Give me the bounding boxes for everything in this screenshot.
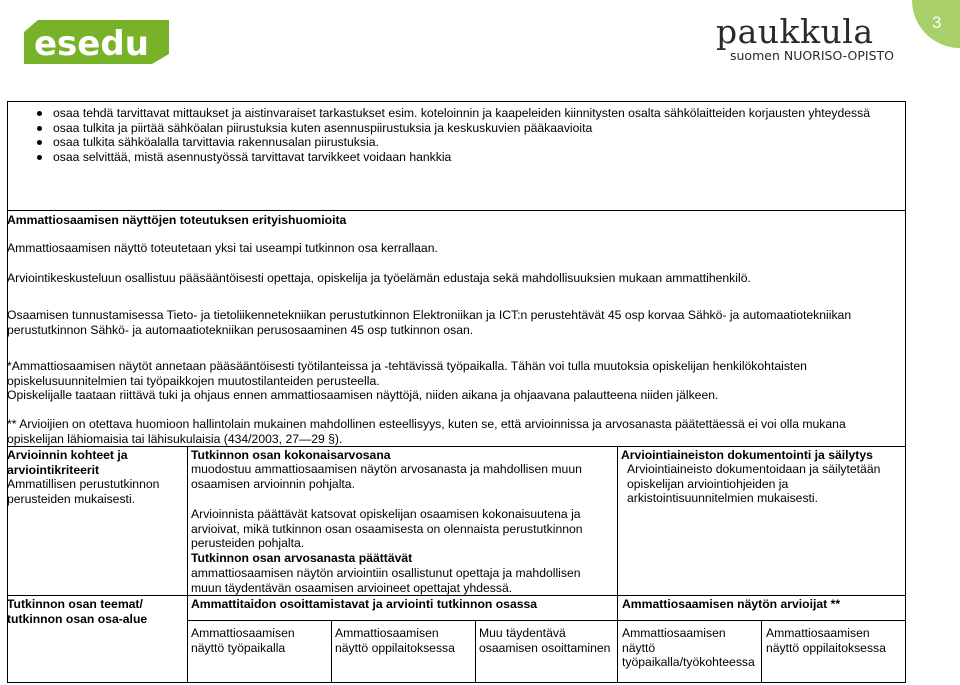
- requirements-list: [7, 106, 887, 164]
- themes-title: Tutkinnon osan teemat/ tutkinnon osan osa-alue: [7, 597, 148, 626]
- paukkula-logo: [716, 14, 896, 66]
- subheader-workplace: Ammattiosaamisen näyttö työpaikalla: [191, 626, 295, 655]
- notes-heading: Ammattiosaamisen näyttöjen toteutuksen erityishuomioita: [7, 213, 347, 227]
- column-divider: [475, 620, 476, 683]
- assessors-title: Ammattiosaamisen näytön arvioijat **: [622, 597, 841, 611]
- demonstration-methods-title: Ammattitaidon osoittamistavat ja arviointi tutkinnon osassa: [191, 597, 538, 611]
- notes-paragraph: Ammattiosaamisen näyttö toteutetaan yksi tai useampi tutkinnon osa kerrallaan.: [7, 241, 438, 255]
- esedu-logo: [24, 12, 169, 64]
- overall-grade-title: Tutkinnon osan kokonaisarvosana: [191, 448, 391, 462]
- list-item: osaa tulkita sähköalalla tarvittavia rakennusalan piirustuksia.: [7, 135, 887, 150]
- table-divider: [7, 210, 906, 211]
- page-number: 3: [932, 13, 942, 32]
- assessment-criteria-title: Arvioinnin kohteet ja arviointikriteerit: [7, 448, 128, 477]
- notes-paragraph: Osaamisen tunnustamisessa Tieto- ja tietoliikennetekniikan perustutkinnon Elektroniikan ja ICT:n perustehtävät 45 osp korvaa Sähkö- ja automaatiotekniikan perustutkinnon Sähkö- ja automaatiotekniikan perusosaaminen 45 osp tutkinnon osan.: [7, 308, 852, 337]
- notes-paragraph: Opiskelijalle taataan riittävä tuki ja ohjaus ennen ammattiosaamisen näyttöjä, niiden aikana ja ohjaavana palautteena niiden jälkeen.: [7, 388, 719, 402]
- svg-text:esedu: esedu: [34, 24, 149, 64]
- overall-grade-body: muodostuu ammattiosaamisen näytön arvosanasta ja mahdollisen muun osaamisen arvioinnin pohjalta.: [191, 462, 582, 491]
- documentation-body: Arviointiaineisto dokumentoidaan ja säilytetään opiskelijan arviointiohjeiden ja arkistointisuunnitelmien mukaisesti.: [627, 462, 881, 505]
- table-divider: [187, 620, 906, 621]
- page-number-badge: [912, 0, 960, 48]
- table-divider: [7, 446, 906, 447]
- list-item: osaa selvittää, mistä asennustyössä tarvittavat tarvikkeet voidaan hankkia: [7, 150, 887, 165]
- list-item: osaa tehdä tarvittavat mittaukset ja aistinvaraiset tarkastukset esim. koteloinnin ja kaapeleiden kiinnitysten osalta sähkölaitteiden korjausten yhteydessä: [7, 106, 887, 121]
- column-divider: [187, 446, 188, 683]
- subheader-assessor-workplace: Ammattiosaamisen näyttö työpaikalla/työkohteessa: [622, 626, 755, 669]
- column-divider: [617, 446, 618, 683]
- grade-deciders-title: Tutkinnon osan arvosanasta päättävät: [191, 551, 413, 565]
- subheader-assessor-school: Ammattiosaamisen näyttö oppilaitoksessa: [766, 626, 886, 655]
- column-divider: [761, 620, 762, 683]
- paukkula-wordmark: paukkula: [716, 12, 874, 51]
- column-divider: [331, 620, 332, 683]
- subheader-supplementary: Muu täydentävä osaamisen osoittaminen: [479, 626, 611, 655]
- assessment-criteria-body: Ammatillisen perustutkinnon perusteiden mukaisesti.: [7, 477, 160, 506]
- notes-paragraph: *Ammattiosaamisen näytöt annetaan pääsääntöisesti työtilanteissa ja -tehtävissä työpaikalla. Tähän voi tulla muutoksia opiskelijan henkilökohtaisten opiskelusuunnitelmien tai työpaikkojen muutostilanteiden perusteella.: [7, 359, 807, 388]
- notes-paragraph: ** Arvioijien on otettava huomioon hallintolain mukainen mahdollinen esteellisyys, kuten se, että arvioinnissa ja arvosanasta päätettäessä ei voi olla mukana opiskelijan lähiomaisia tai lähisukulaisia (434/2003, 27—29 §).: [7, 417, 846, 446]
- list-item: osaa tulkita ja piirtää sähköalan piirustuksia kuten asennuspiirustuksia ja keskuskuvien pääkaavioita: [7, 121, 887, 136]
- grade-deciders-body: ammattiosaamisen näytön arviointiin osallistunut opettaja ja mahdollisen muun täydentävän osaamisen arvioineet opettajat yhdessä.: [191, 566, 581, 595]
- notes-paragraph: Arviointikeskusteluun osallistuu pääsääntöisesti opettaja, opiskelija ja työelämän edustaja sekä mahdollisuuksien mukaan ammattihenkilö.: [7, 271, 751, 285]
- overall-grade-body: Arvioinnista päättävät katsovat opiskelijan osaamisen kokonaisuutena ja arvioivat, mikä tutkinnon osan osaamisesta on olennaista perustutkinnon perusteiden pohjalta.: [191, 507, 583, 550]
- documentation-title: Arviointiaineiston dokumentointi ja säilytys: [621, 448, 873, 462]
- table-divider: [7, 595, 906, 596]
- subheader-school: Ammattiosaamisen näyttö oppilaitoksessa: [335, 626, 455, 655]
- paukkula-subtitle: suomen NUORISO-OPISTO: [730, 48, 895, 63]
